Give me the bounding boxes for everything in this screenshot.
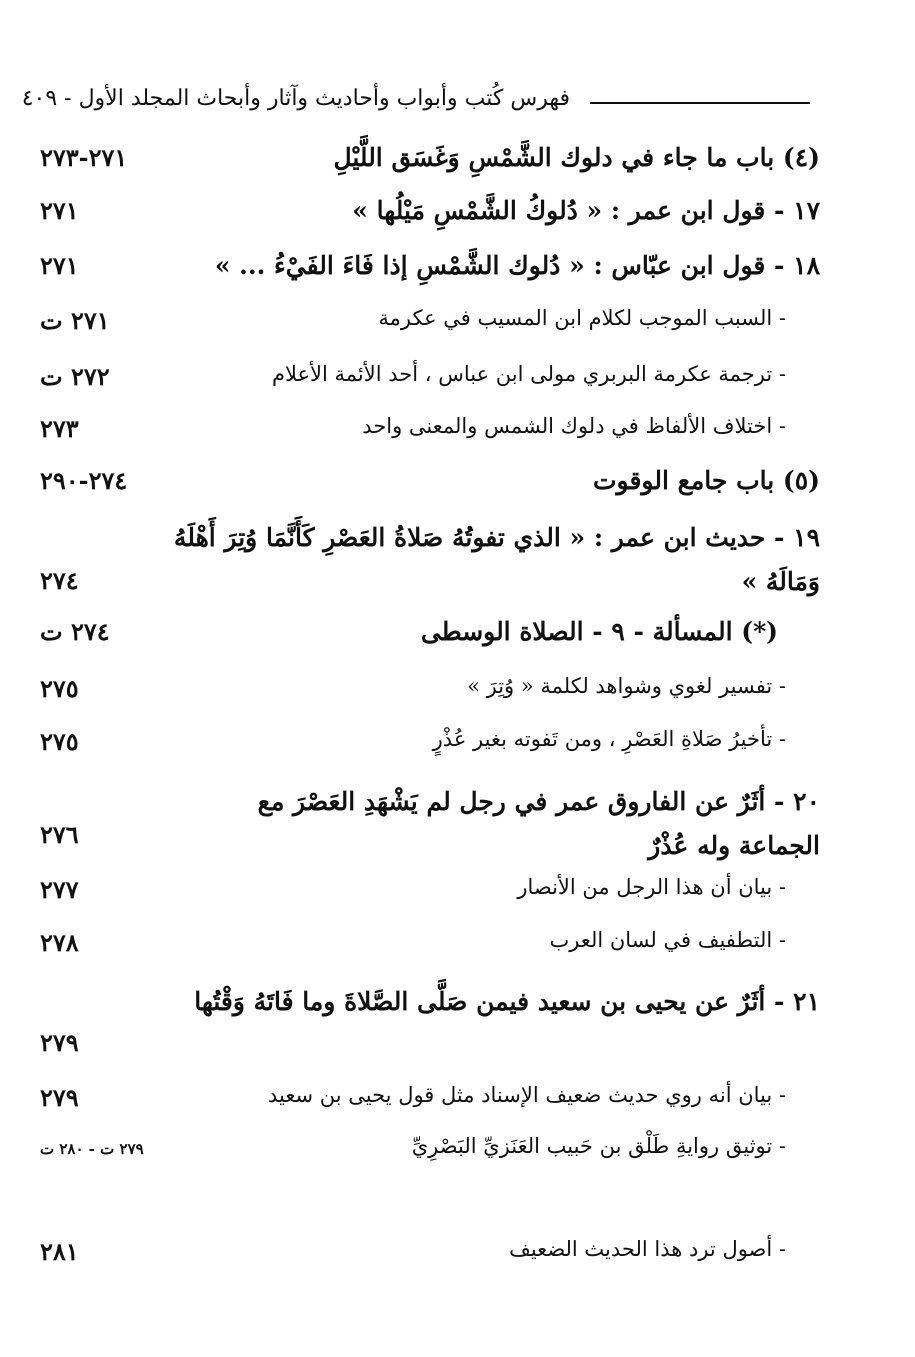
entry-page: ٢٧٩ <box>40 1028 79 1057</box>
index-entry <box>40 980 820 1070</box>
page-header: فهرس كُتب وأبواب وأحاديث وآثار وأبحاث المجلد الأول - ٤٠٩ <box>21 86 570 111</box>
entry-title: - تأخيرُ صَلاةِ العَصْرِ ، ومن تَفوته بغير عُذْرٍ <box>432 727 786 751</box>
header-rule <box>590 102 810 104</box>
entry-title: - تفسير لغوي وشواهد لكلمة « وُتِرَ » <box>467 674 786 698</box>
entry-page: ٢٧٤ <box>40 566 79 595</box>
entry-title: ٢١ - أثَرٌ عن يحيى بن سعيد فيمن صَلَّى الصَّلاةَ وما فَاتَهُ وَقْتُها <box>194 987 820 1016</box>
entry-page: ٢٧٤-٢٩٠ <box>40 466 128 495</box>
entry-title: ١٧ - قول ابن عمر : « دُلوكُ الشَّمْسِ مَيْلُها » <box>352 196 820 225</box>
entry-title: - أصول ترد هذا الحديث الضعيف <box>509 1237 786 1261</box>
entry-title: ١٨ - قول ابن عبّاس : « دُلوك الشَّمْسِ إذا فَاءَ الفَيْءُ ... » <box>214 251 820 280</box>
index-entry <box>40 780 820 870</box>
entry-page: ٢٧٢ ت <box>40 362 110 391</box>
entry-page: ٢٧١ <box>40 196 79 225</box>
entry-title: ١٩ - حديث ابن عمر : « الذي تفوتُهُ صَلاةُ العَصْرِ كَأَنَّمَا وُتِرَ أَهْلَهُ وَمَالَهُ » <box>173 523 820 596</box>
entry-title: - اختلاف الألفاظ في دلوك الشمس والمعنى واحد <box>362 414 786 438</box>
entry-page: ٢٧٣ <box>40 414 79 443</box>
entry-title: (٤) باب ما جاء في دلوك الشَّمْسِ وَغَسَق اللَّيْلِ <box>333 143 820 172</box>
entry-title: - توثيق روايةِ طَلْق بن حَبيب العَنَزيِّ البَصْرِيِّ <box>411 1134 786 1158</box>
entry-page: ٢٧١-٢٧٣ <box>40 143 128 172</box>
entry-page: ٢٧٨ <box>40 928 79 957</box>
entry-title: (٥) باب جامع الوقوت <box>593 466 820 495</box>
entry-page: ٢٧٧ <box>40 875 79 904</box>
entry-title: - بيان أن هذا الرجل من الأنصار <box>517 875 786 899</box>
entry-page: ٢٧١ ت <box>40 306 110 335</box>
entry-title: - السبب الموجب لكلام ابن المسيب في عكرمة <box>378 306 786 330</box>
index-entry <box>40 516 820 606</box>
entry-page: ٢٧٥ <box>40 727 79 756</box>
entry-title: ٢٠ - أثَرٌ عن الفاروق عمر في رجل لم يَشْهَدِ العَصْرَ مع الجماعة وله عُذْرٌ <box>257 787 820 860</box>
entry-page: ٢٧٥ <box>40 674 79 703</box>
entry-page: ٢٧٤ ت <box>40 617 110 646</box>
entry-title: - ترجمة عكرمة البربري مولى ابن عباس ، أحد الأئمة الأعلام <box>271 362 786 386</box>
entry-page: ٢٧١ <box>40 251 79 280</box>
entry-page: ٢٧٩ <box>40 1083 79 1112</box>
entry-title: - التطفيف في لسان العرب <box>549 928 786 952</box>
entry-page: ٢٨١ <box>40 1237 79 1266</box>
entry-page: ٢٧٩ ت - ٢٨٠ ت <box>40 1140 144 1158</box>
entry-page: ٢٧٦ <box>40 820 79 849</box>
entry-title: (*) المسألة - ٩ - الصلاة الوسطى <box>420 617 778 646</box>
entry-title: - بيان أنه روي حديث ضعيف الإسناد مثل قول يحيى بن سعيد <box>268 1083 786 1107</box>
